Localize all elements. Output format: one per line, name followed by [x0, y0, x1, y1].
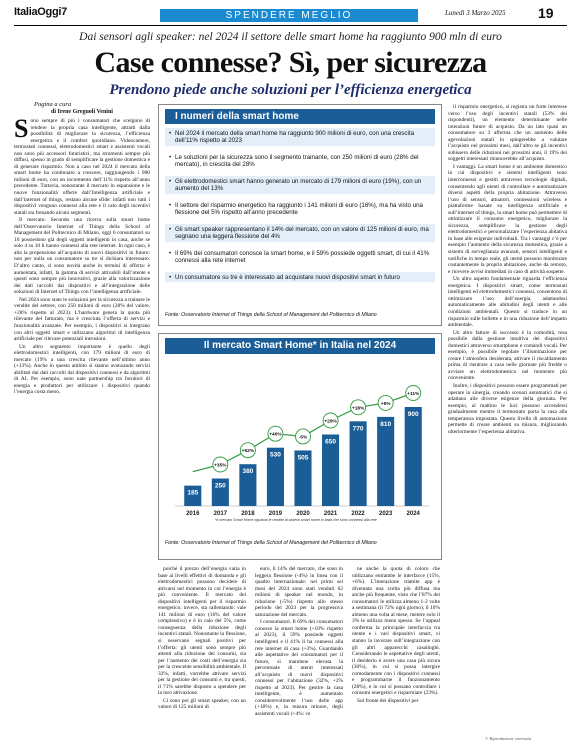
drop-cap: S — [14, 118, 29, 143]
chart-source: Fonte: Osservatorio Internet of Things della School of Management del Politecnico di Milano — [165, 540, 377, 546]
article-headline: Case connesse? Sì, per sicurezza — [94, 46, 487, 79]
paragraph: Nel 2024 sono state le soluzioni per la sicurezza a trainare le vendite del settore, con 250 milioni di euro (28% del valore, +28% rispetto al 2023). L’hardware genera la quota più rilevante del fatturato, ma è cresciuta l’offerta di servizi e funzionalità avanzate. Per esempio, i dispositivi si integrano con altri oggetti smart e utilizzano algoritmi di intelligenza artificiale per rilevare potenziali intrusioni. — [14, 296, 150, 343]
numbers-bullet: • Le soluzioni per la sicurezza sono il segmento trainante, con 250 milioni di euro (28% del mercato), in crescita del 28% — [165, 152, 435, 170]
paragraph: euro, il 14% del mercato, che sono in leggera flessione (-4%) in linea con il quadro internazionale: nei primi sei mesi del 2024 sono stati venduti 62 milioni di speaker nel mondo, in riduzione (-5%) rispetto allo stesso periodo del 2023 per la progressiva saturazione del mercato. — [255, 566, 343, 618]
numbers-box — [158, 104, 442, 326]
paragraph: Sul fronte dei dispositivi per — [357, 697, 419, 704]
x-tick-label: 2016 — [186, 511, 200, 517]
x-tick-label: 2021 — [323, 511, 338, 517]
header-rule — [14, 25, 567, 26]
section-banner: SPENDERE MEGLIO — [160, 9, 418, 22]
bar-value-label: 185 — [187, 489, 199, 497]
x-tick-label: 2022 — [351, 511, 365, 517]
bar-value-label: 530 — [270, 451, 281, 459]
growth-label: +35% — [214, 463, 227, 469]
masthead: ItaliaOggi7 — [14, 6, 67, 18]
bar-value-label: 810 — [380, 420, 392, 428]
growth-label: +18% — [351, 406, 365, 412]
page-number: 19 — [538, 5, 554, 21]
growth-label: +11% — [407, 392, 420, 397]
article-column-5 — [448, 104, 567, 734]
bar-value-label: 900 — [407, 411, 419, 418]
article-column-4 — [352, 566, 440, 742]
paragraph: Un altro fattore di successo è la comodità, resa possibile dalla gestione intuitiva dei dispositivi domestici attraverso smartphone e comandi vocali. Per esempio, è possibile regolare l’illuminazione per creare l’atmosfera desiderata, attivare il riscaldamento prima di rientrare a casa nelle giornate più fredde o avviare un elettrodomestico nel momento più conveniente. — [448, 329, 567, 382]
x-tick-label: 2020 — [296, 511, 310, 517]
paragraph: il risparmio energetico, si registra un forte interesse verso l’uso degli incentivi statali (53% dei rispondenti), un elemento determinante nelle intenzioni future di acquisto. Da un lato quasi un consumatore su 3 afferma che un aumento delle agevolazioni statali lo spingerebbe a valutare l’acquisto nei prossimi mesi, dall’altro se gli incentivi subissero delle riduzioni nei prossimi anni, il 19% dei soggetti interessati rinuncerebbe all’acquisto. — [448, 104, 567, 163]
paragraph: poiché il prezzo dell’energia varia in base ai livelli effettivi di domanda e gli elettrodomestici possono decidere di attivarsi nel momento in cui l’energia è più conveniente. Il mercato dei dispositivi intelligenti per il risparmio energetico, invece, sta rallentando: vale 141 milioni di euro (16% del valore complessivo) e è in calo del 5%, come conseguenza della riduzione degli incentivi statali. Nonostante la flessione, si osservano segnali positivi per l’offerta: gli utenti sono sempre più attenti alla riduzione dei consumi, sia per l’aumento dei costi dell’energia sia per la crescente sensibilità ambientale. Il 32%, infatti, vorrebbe attivare servizi per la gestione dei consumi e, tra questi, il 71% sarebbe disposto a spendere per la loro attivazione. — [158, 566, 246, 697]
paragraph: I vantaggi. La smart home è un ambiente domestico in cui dispositivi e sistemi intelligenti sono interconnessi e gestiti attraverso tecnologie digitali, consentendo agli utenti di controllare e automatizzare diversi aspetti della propria abitazione. Attraverso l’uso di sensori, attuatori, connessioni wireless e piattaforme basate su intelligenza artificiale e sull’internet of things, la smart home può permettere di ottimizzare il consumo energetico, migliorare la sicurezza, semplificare la gestione degli elettrodomestici e personalizzare l’esperienza abitativa in base alle esigenze individuali. Tra i vantaggi c’è per esempio l’aumento della sicurezza domestica, grazie a sistemi di sorveglianza avanzati, sensori intelligenti e notifiche in tempo reale, gli utenti possono monitorare costantemente la propria abitazione, anche da remoto, e ricevere avvisi immediati in caso di attività sospette. — [448, 163, 567, 275]
bar-value-label: 380 — [242, 468, 254, 476]
chart-bar — [350, 421, 367, 506]
byline-author: di Irene Greguoli Venini — [51, 109, 113, 115]
paragraph: Ci sono poi gli smart speaker, con un valore di 125 milioni di — [158, 697, 246, 711]
growth-label: +29% — [324, 419, 337, 425]
x-tick-label: 2019 — [268, 511, 283, 517]
chart-bar — [405, 407, 422, 506]
numbers-box-source: Fonte: Osservatorio Internet of Things della School of Management del Politecnico di Milano — [165, 312, 377, 318]
x-tick-label: 2023 — [378, 511, 393, 517]
numbers-bullet: • Gli smart speaker rappresentano il 14% del mercato, con un valore di 125 milioni di euro, ma segnano una leggera flessione del 4% — [165, 224, 435, 242]
bar-value-label: 770 — [352, 425, 364, 433]
paragraph: Un altro aspetto fondamentale riguarda l’efficienza energetica. I dispositivi smart, come termostati intelligenti ed elettrodomestici connessi, consentono di ottimizzare l’uso dell’energia, adattandosi automaticamente alle abitudini degli utenti e alle condizioni ambientali. Questo si traduce in un risparmio sulle bollette e in una riduzione dell’impatto ambientale. — [448, 276, 567, 329]
x-tick-label: 2018 — [241, 511, 255, 517]
article-column-1 — [14, 118, 150, 738]
bar-value-label: 650 — [325, 438, 336, 446]
chart-bar — [377, 417, 394, 506]
paragraph: Un altro segmento importante è quello degli elettrodomestici intelligenti, con 179 milioni di euro di mercato (19% a una crescita rilevante nell’ultimo anno (+13%). Anche in questo ambito si stanno avanzando servizi abilitati dai dati raccolti dai dispositivi connessi e da algoritmi di AI. Per esempio, sono nate partnership tra fornitori di energia e produttori per utilizzare i dispositivi quando l’energia costa meno, — [14, 343, 150, 396]
article-kicker: Dai sensori agli speaker: nel 2024 il settore delle smart home ha raggiunto 900 mln di euro — [79, 31, 502, 43]
article-column-3 — [255, 566, 343, 742]
copyright-notice: © Riproduzione riservata — [485, 736, 531, 741]
article-column-2 — [158, 566, 246, 742]
growth-label: +40% — [269, 432, 282, 438]
growth-label: +52% — [241, 449, 255, 455]
market-bar-chart — [165, 356, 435, 521]
x-tick-label: 2017 — [213, 511, 228, 517]
issue-date: Lunedì 3 Marzo 2025 — [445, 9, 506, 17]
paragraph: ne anche la quota di coloro che utilizzano entrambe le interfacce (15%, +6%). L’interazione tramite app è diventata una scelta più diffusa ma anche più frequente, visto che l’87% dei consumatori le utilizza almeno 1-2 volte a settimana (il 72% ogni giorno), il 10% almeno una volta al mese, mentre solo il 3% le utilizza meno spesso. Se l’appeal conferma la principale interfaccia tra utente e i vari dispositivi smart, vi stanno la lavorare sull’integrazione con gli altri apparecchi casalinghi. Considerando le aspettative degli utenti, il desiderio è avere una casa più sicura (30%), in cui si possa intergire comodamente con i dispositivi connessi e programmarne il funzionamento (28%), e in cui si possano controllare i consumi energetici e risparmiare (23%). — [352, 566, 440, 697]
growth-label: -5% — [298, 435, 308, 441]
paragraph: Il mercato. Secondo una ricerca sulla smart home dell’Osservatorio Internet of Things della School of Management del Politecnico di Milano, oggi 6 consumatori su 10 possiedono già degli oggetti intelligenti in casa, anche se solo 4 su 10 li hanno connessi alla rete internet. In ogni caso, è alta la propensione all’acquisto di nuovi dispositivi in futuro: non per nulla un consumatore su tre si dichiara interessato. D’altro canto, ci sono novità anche in termini di offerta: è aumentata, infatti, la gamma di servizi attivabili dall’utente e questi sono sempre più innovativi, grazie alla valorizzazione dei dati raccolti dai dispositivi e all’integrazione delle soluzioni di Internet of Things con l’intelligenza artificiale. — [14, 217, 150, 296]
chart-footnote: *Il mercato Smart Home riguarda le vendite di sistemi smart home in Italia che sono connessi alla rete — [215, 518, 377, 522]
article-subhead: Prendono piede anche soluzioni per l’efficienza energetica — [109, 82, 472, 98]
growth-label: +5% — [380, 401, 391, 407]
numbers-bullet: • Gli elettrodomestici smart hanno generato un mercato di 179 milioni di euro (19%), con un aumento del 13% — [165, 176, 435, 194]
paragraph: ono sempre di più i consumatori che scelgono di rendere la propria casa intelligente, attratti dalla possibilità di migliorare la sicurezza, l’efficienza energetica e il comfort quotidiano. Videocamere, termostati connessi, elettrodomestici smart e assistenti vocali non sono più accessori futuristici, ma strumenti sempre più diffusi, spesso in grado di semplificare la gestione domestica e di generare risparmio. Non a caso nel 2024 il mercato della smart home ha continuato a crescere, raggiungendo i 900 milioni di euro, con un incremento dell’11% rispetto all’anno precedente. Tuttavia, nonostante il mercato in espansione e le nuove funzionalità offerte dall’Intelligenza artificiale e dall’internet of things, restano alcune sfide: infatti non tutti i dispositivi vengono connessi alla rete e il calo degli incentivi statali sta frenando alcuni segmenti. — [14, 118, 150, 216]
numbers-bullet: • Un consumatore su tre è interessato ad acquistare nuovi dispositivi smart in futuro — [165, 272, 435, 282]
paragraph: I consumatori. Il 69% dei consumatori conosce la smart home (+10% rispetto al 2023), il 59% possiede oggetti intelligenti e il 41% li ha connessi alla rete internet di casa (+3%). Guardando alle aspettative dei consumatori per il futuro, si mantiene elevata la percentuale di utenti interessati all’acquisto di nuovi dispositivi connessi per l’abitazione (32%, +2% rispetto al 2023). Per gestire la casa intelligente, è aumentato considerevolmente l’uso delle app (+18%) e, in misura minore, degli assistenti vocali (+4%: ce — [255, 619, 343, 718]
byline-prefix: Pagina a cura — [34, 101, 72, 108]
numbers-box-title: I numeri della smart home — [165, 109, 435, 124]
paragraph: Inoltre, i dispositivi possono essere programmati per operare in sinergia, creando scenari automatici che si adattano alle diverse esigenze della giornata. Per esempio, al mattino le luci possono accendersi gradualmente mentre il termostato porta la casa alla temperatura impostata. Questo livello di automazione permette di creare ambienti su misura, migliorando ulteriormente l’esperienza abitativa. — [448, 382, 567, 435]
bar-value-label: 250 — [214, 482, 226, 490]
numbers-bullet: • Il 69% dei consumatori conosce la smart home, e il 59% possiede oggetti smart, di cui il 41% connessi alla rete internet — [165, 248, 435, 266]
market-chart-box — [158, 333, 442, 560]
numbers-bullet: • Il settore del risparmio energetico ha raggiunto i 141 milioni di euro (16%), ma ha visto una flessione del 5% rispetto all’anno precedente — [165, 200, 435, 218]
chart-title: Il mercato Smart Home* in Italia nel 2024 — [165, 338, 435, 354]
x-tick-label: 2024 — [406, 511, 420, 517]
numbers-bullet: • Nel 2024 il mercato della smart home ha raggiunto 900 milioni di euro, con una crescita dell’11% rispetto al 2023 — [165, 128, 435, 146]
bar-value-label: 505 — [297, 454, 309, 462]
